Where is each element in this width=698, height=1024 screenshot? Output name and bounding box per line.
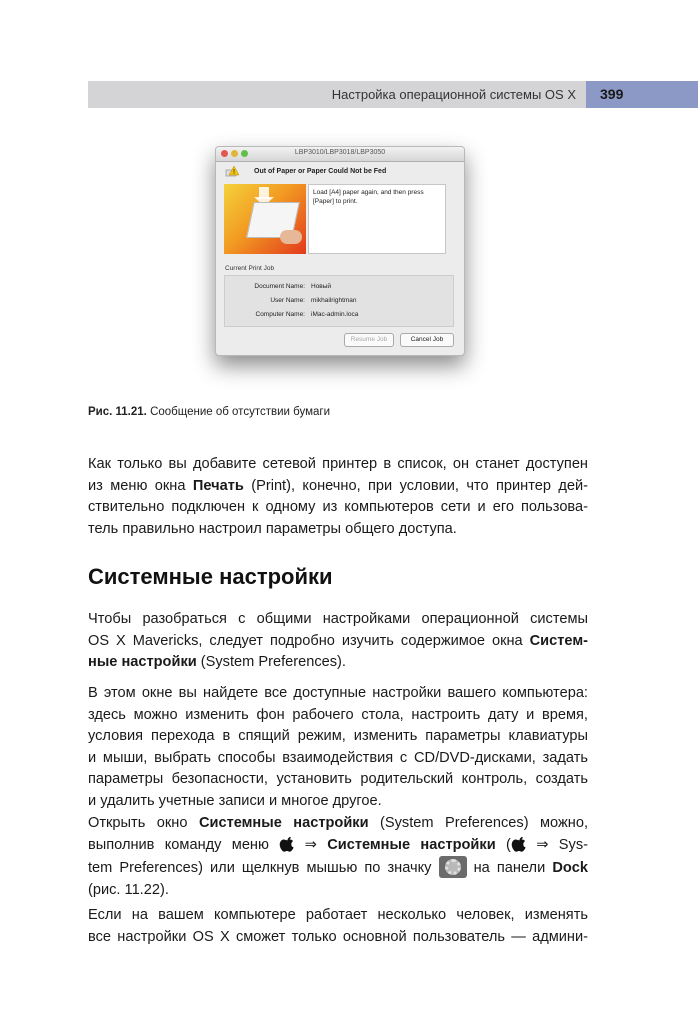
paragraph: Открыть окно Системные настройки (System Preferences) можно, выполнив команду меню ⇒ Системные настройки ( ⇒ Sys- tem Preferences) или щелкнув мышью по значку на панели Dock (рис. 11.22). xyxy=(88,815,588,898)
apple-menu-icon xyxy=(511,836,526,852)
cancel-job-button[interactable]: Cancel Job xyxy=(400,333,454,347)
dialog-window-title: LBP3010/LBP3018/LBP3050 xyxy=(294,149,386,156)
current-print-job-label: Current Print Job xyxy=(225,265,275,272)
system-preferences-icon xyxy=(439,856,467,878)
figure-number: Рис. 11.21. xyxy=(88,406,147,418)
paragraph: Если на вашем компьютере работает несколько человек, изменять все настройки OS X сможет только основной пользователь — админи- xyxy=(88,907,588,945)
paragraph: Чтобы разобраться с общими настройками операционной системы OS X Mavericks, следует подробно изучить содержимое окна Систем- ные настройки (System Preferences). xyxy=(88,611,588,670)
running-header xyxy=(88,81,586,108)
printer-warning-icon xyxy=(225,166,239,178)
dialog-titlebar xyxy=(216,147,464,162)
running-header-title: Настройка операционной системы OS X xyxy=(331,87,576,102)
resume-job-button[interactable]: Resume Job xyxy=(344,333,394,347)
figure-caption xyxy=(88,406,330,418)
page-number: 399 xyxy=(600,86,624,102)
printer-error-dialog xyxy=(215,146,465,356)
paragraph: Как только вы добавите сетевой принтер в список, он станет доступен из меню окна Печать (Print), конечно, при условии, что принтер дей- ствительно подключен к одному из компьютеров сети и его пользова- тель правильно настроил параметры общего доступа. xyxy=(88,456,588,537)
hand-icon xyxy=(280,230,302,244)
section-heading: Системные настройки xyxy=(88,564,333,589)
figure-caption-text: Сообщение об отсутствии бумаги xyxy=(150,406,330,418)
error-message-title: Out of Paper or Paper Could Not be Fed xyxy=(254,168,387,175)
page-number-tab xyxy=(586,81,698,108)
apple-menu-icon xyxy=(279,836,294,852)
paragraph: В этом окне вы найдете все доступные настройки вашего компьютера: здесь можно изменить фон рабочего стола, настроить дату и время, условия перехода в спящий режим, изменить параметры клавиатуры и мыши, выбрать способы взаимодействия с CD/DVD-дисками, задать параметры безопасности, установить родительский контроль, создать и удалить учетные записи и многое другое. xyxy=(88,685,588,809)
instruction-text-box: Load [A4] paper again, and then press [Paper] to print. xyxy=(308,184,446,254)
print-job-details: Document Name: Новый User Name: mikhailrightman Computer Name: iMac-admin.loca xyxy=(224,275,454,327)
load-paper-illustration xyxy=(224,184,306,254)
